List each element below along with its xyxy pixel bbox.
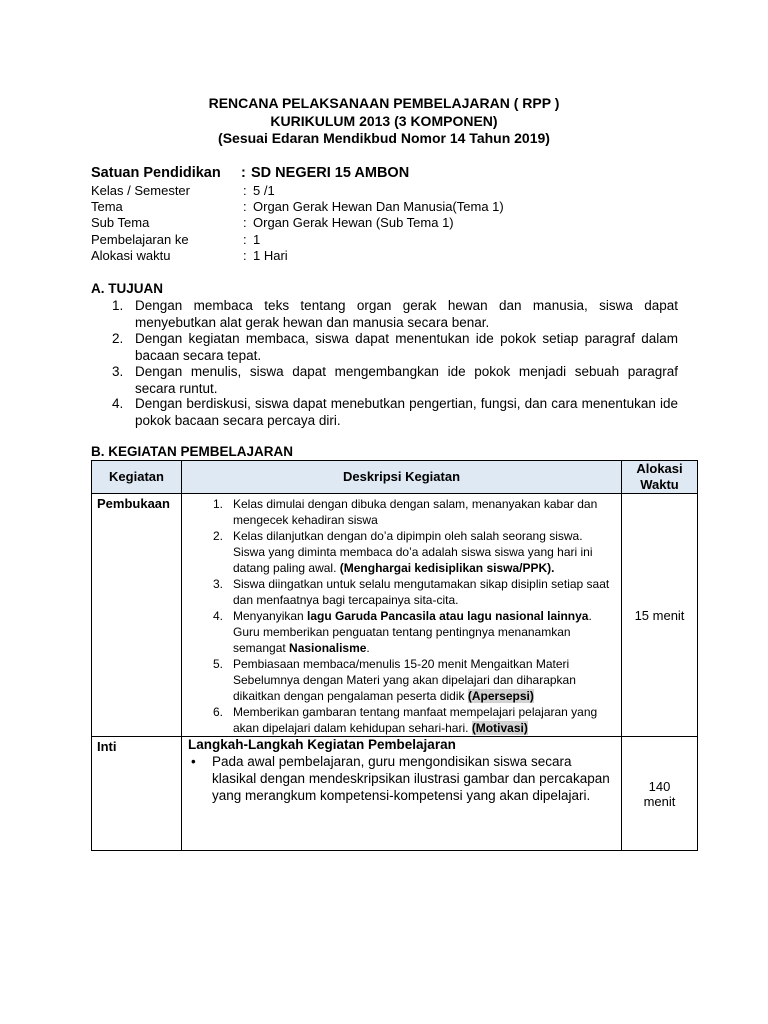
info-value: 5 /1 [253, 183, 275, 198]
info-colon: : [241, 165, 246, 181]
goal-text: Dengan kegiatan membaca, siswa dapat menentukan ide pokok setiap paragraf dalam bacaan secara tepat. [135, 331, 678, 363]
info-value: Organ Gerak Hewan Dan Manusia(Tema 1) [253, 199, 504, 214]
step-number: 3. [213, 577, 224, 591]
step-highlight: (Motivasi) [471, 721, 528, 735]
goal-text: Dengan berdiskusi, siswa dapat menebutkan pengertian, fungsi, dan cara menentukan ide pokok bacaan secara percaya diri. [135, 396, 678, 428]
info-label: Kelas / Semester [91, 183, 190, 198]
step-text: . Guru memberikan penguatan tentang pentingnya menanamkan semangat [233, 609, 592, 655]
section-tujuan-heading: A. TUJUAN [91, 281, 164, 296]
step-number: 4. [213, 609, 224, 623]
step-highlight: (Apersepsi) [467, 689, 534, 703]
header-alokasi-line1: Alokasi [636, 461, 683, 476]
header-alokasi-line2: Waktu [640, 477, 679, 492]
bullet-icon: • [191, 754, 196, 769]
step-text: Kelas dilanjutkan dengan do’a dipimpin oleh salah seorang siswa. Siswa yang diminta membaca do’a adalah siswa siswa yang hari ini datang paling awal. [233, 529, 593, 575]
list-item [182, 656, 621, 704]
doc-title: RENCANA PELAKSANAAN PEMBELAJARAN ( RPP ) [208, 95, 560, 111]
inti-time [622, 737, 698, 851]
inti-bullet-text: Pada awal pembelajaran, guru mengondisikan siswa secara klasikal dengan mendeskripsikan ilustrasi gambar dan percakapan yang merangkum kompetensi-kompetensi yang akan dipelajari. [212, 754, 610, 803]
step-number: 5. [213, 657, 224, 671]
pembukaan-description [182, 494, 622, 737]
info-label: Sub Tema [91, 215, 150, 230]
row-label-pembukaan: Pembukaan [92, 494, 182, 737]
table-header-row [92, 461, 698, 494]
section-kegiatan-heading: B. KEGIATAN PEMBELAJARAN [91, 444, 294, 459]
goal-number: 1. [112, 298, 124, 313]
step-emphasis: lagu Garuda Pancasila atau lagu nasional lainnya [307, 609, 589, 623]
goal-text: Dengan membaca teks tentang organ gerak hewan dan manusia, siswa dapat menyebutkan alat gerak hewan dan manusia secara benar. [135, 298, 678, 330]
info-value: 1 [253, 232, 261, 247]
step-emphasis: (Menghargai kedisiplikan siswa/PPK). [339, 561, 555, 575]
step-text: Siswa diingatkan untuk selalu mengutamakan sikap disiplin setiap saat dan menfaatnya bagi tercapainya sita-cita. [233, 577, 610, 607]
info-colon: : [243, 248, 247, 263]
info-value: Organ Gerak Hewan (Sub Tema 1) [253, 215, 454, 230]
pembukaan-time: 15 menit [622, 494, 698, 737]
info-value: 1 Hari [253, 248, 288, 263]
inti-time-value: 140 [648, 778, 671, 794]
goal-number: 3. [112, 364, 124, 379]
step-text: Kelas dimulai dengan dibuka dengan salam, menanyakan kabar dan mengecek kehadiran siswa [233, 497, 598, 527]
header-deskripsi: Deskripsi Kegiatan [182, 461, 622, 494]
list-item [182, 528, 621, 576]
list-item [182, 704, 621, 736]
info-satuan-label: Satuan Pendidikan [91, 165, 221, 181]
inti-time-unit: menit [643, 793, 676, 809]
step-text: . [366, 641, 370, 655]
step-text: Pembiasaan membaca/menulis 15-20 menit Mengaitkan Materi Sebelumnya dengan Materi yang akan dipelajari dan diharapkan dikaitkan dengan pengalaman peserta didik [233, 657, 576, 703]
list-item [182, 496, 621, 528]
pembukaan-steps [182, 496, 621, 736]
doc-subtitle-circular: (Sesuai Edaran Mendikbud Nomor 14 Tahun 2019) [218, 130, 550, 146]
inti-description [182, 737, 622, 851]
step-emphasis: Nasionalisme [289, 641, 367, 655]
table-row-inti [92, 737, 698, 851]
info-label: Alokasi waktu [91, 248, 171, 263]
row-label-inti: Inti [92, 737, 182, 851]
goal-number: 4. [112, 396, 124, 411]
goal-text: Dengan menulis, siswa dapat mengembangkan ide pokok menjadi sebuah paragraf secara runtut. [135, 364, 678, 396]
info-label: Pembelajaran ke [91, 232, 189, 247]
activity-table [91, 460, 698, 851]
info-colon: : [243, 183, 247, 198]
goal-number: 2. [112, 331, 124, 346]
info-label: Tema [91, 199, 123, 214]
step-number: 1. [213, 497, 224, 511]
info-colon: : [243, 232, 247, 247]
list-item [182, 608, 621, 656]
inti-heading: Langkah-Langkah Kegiatan Pembelajaran [188, 737, 456, 752]
header-alokasi [622, 461, 698, 494]
list-item [182, 576, 621, 608]
step-text: Memberikan gambaran tentang manfaat mempelajari pelajaran yang akan dipelajari dalam kehidupan sehari-hari. [233, 705, 598, 735]
step-number: 2. [213, 529, 224, 543]
doc-subtitle-curriculum: KURIKULUM 2013 (3 KOMPONEN) [270, 113, 498, 129]
inti-bullet-item [182, 753, 621, 804]
step-text: Menyanyikan [233, 609, 308, 623]
info-colon: : [243, 215, 247, 230]
info-satuan-value: SD NEGERI 15 AMBON [251, 165, 410, 181]
header-kegiatan: Kegiatan [92, 461, 182, 494]
step-number: 6. [213, 705, 224, 719]
table-row-pembukaan [92, 494, 698, 737]
info-colon: : [243, 199, 247, 214]
